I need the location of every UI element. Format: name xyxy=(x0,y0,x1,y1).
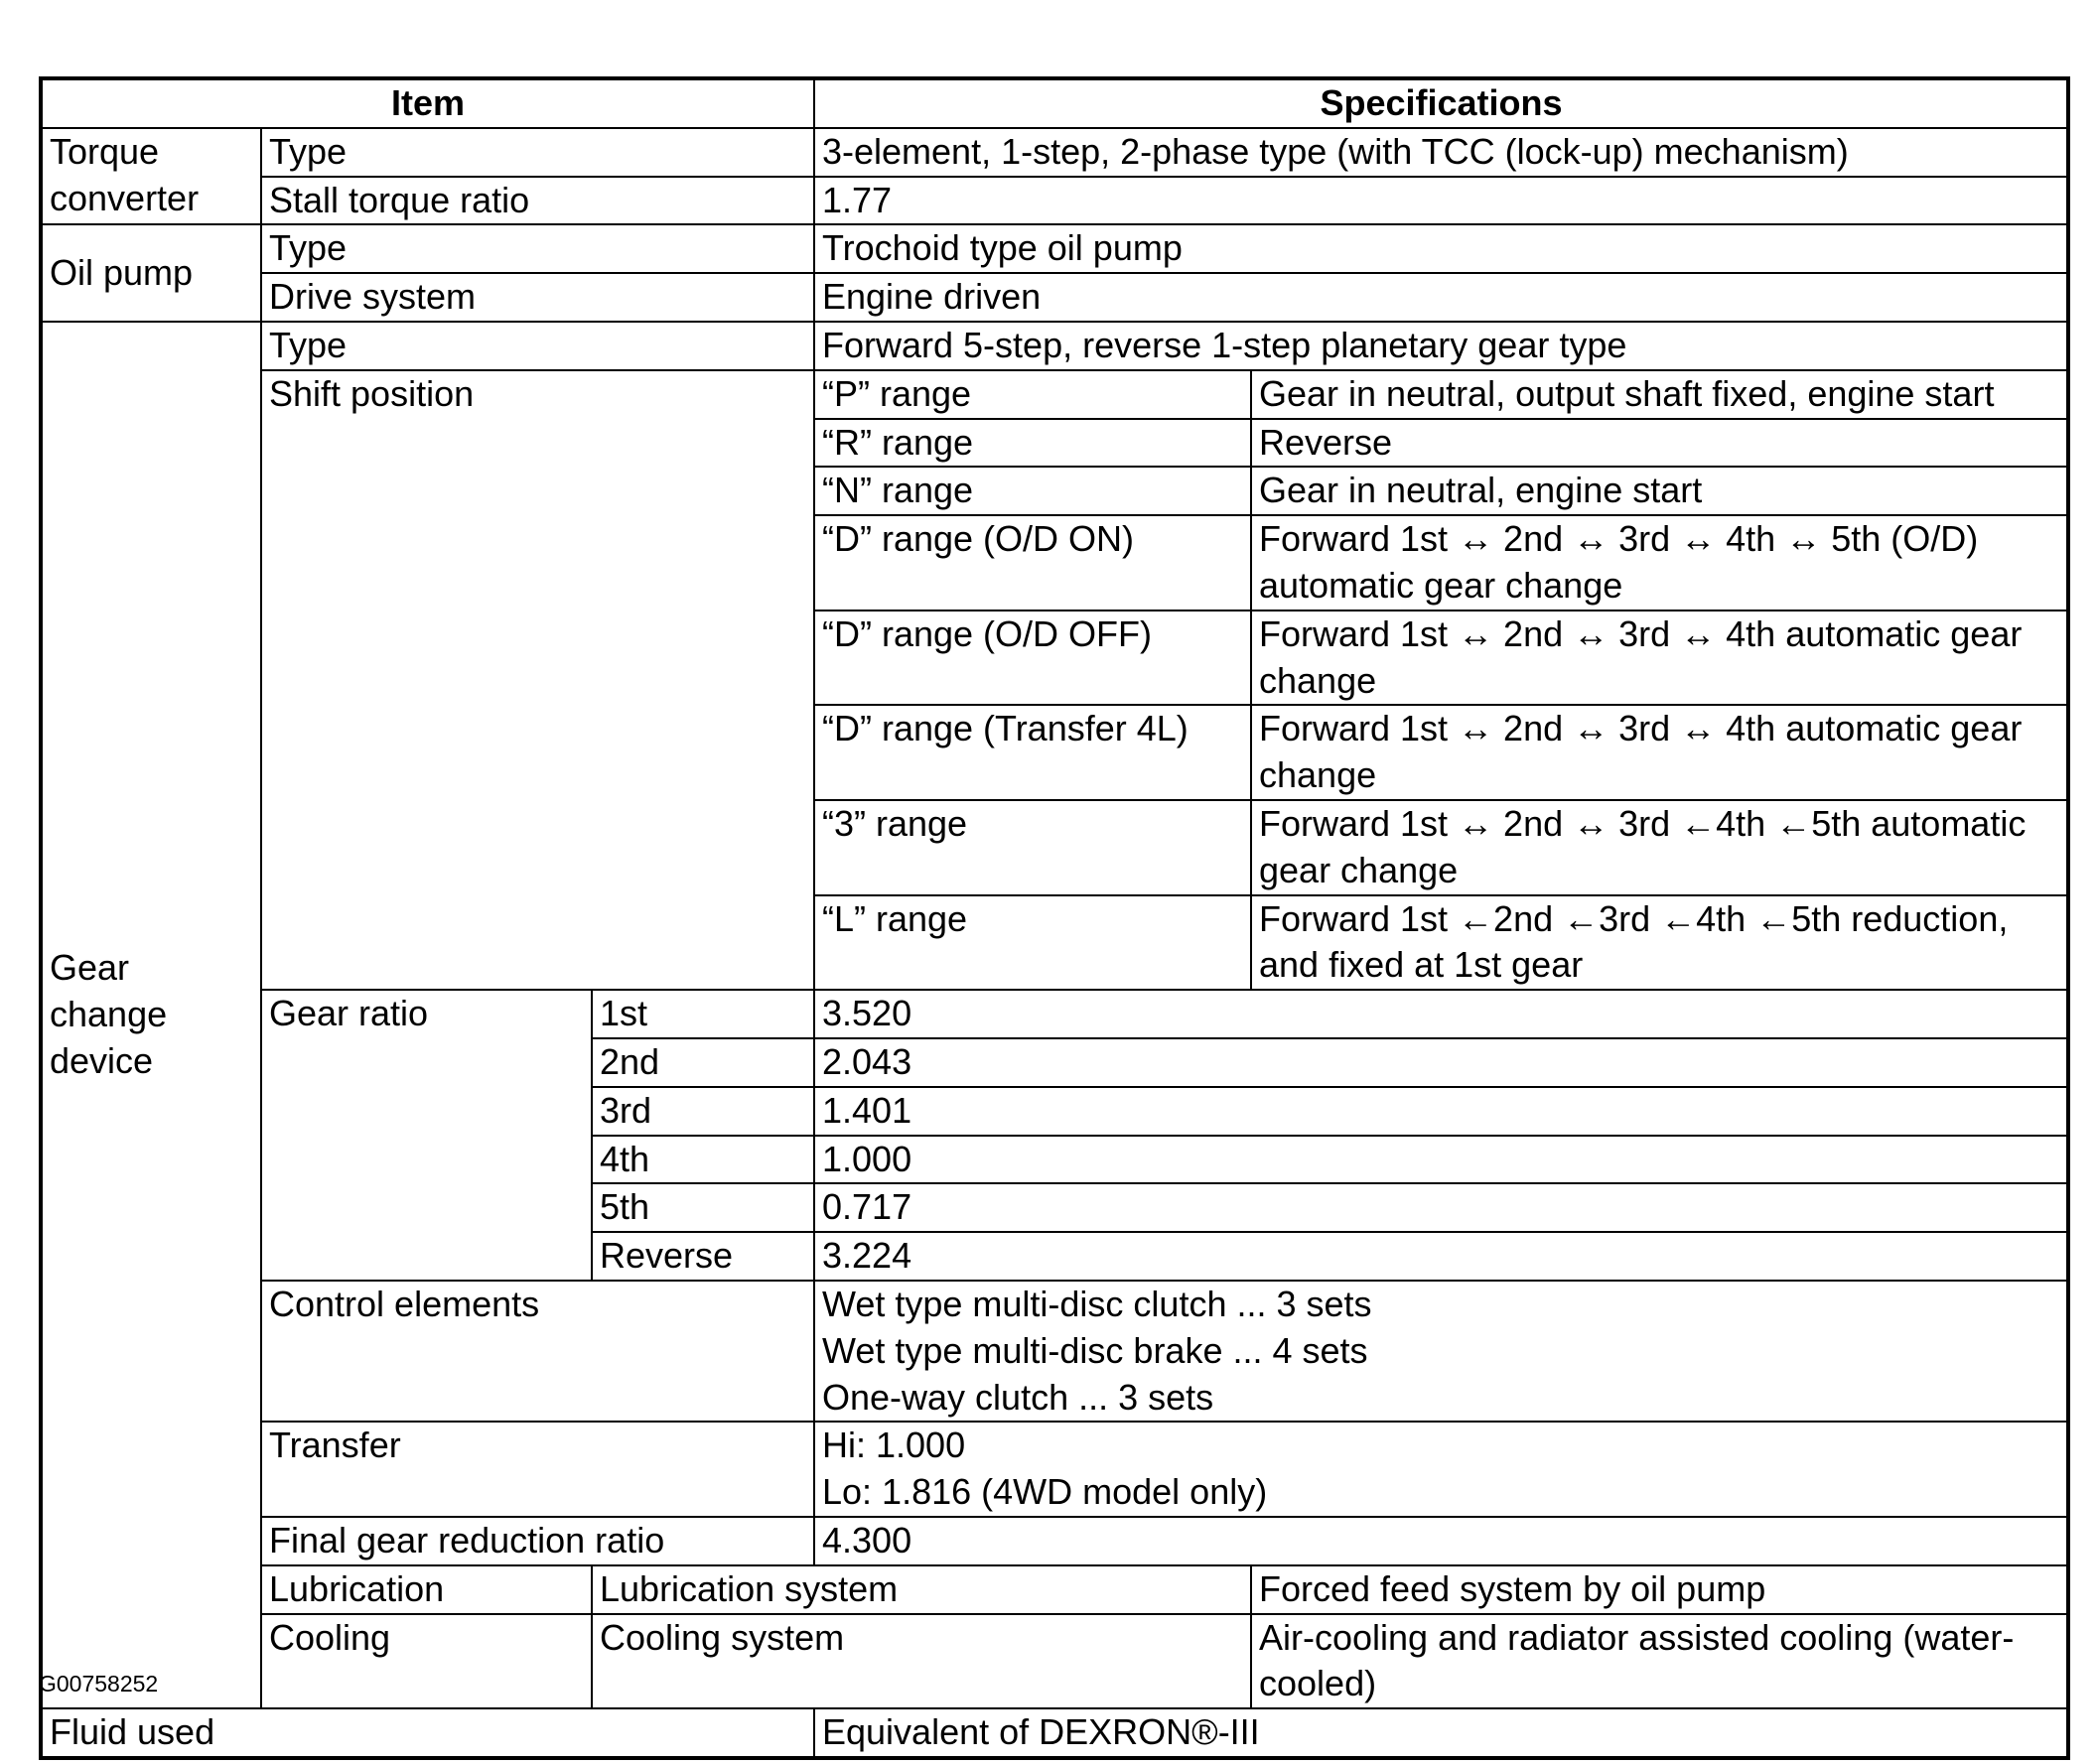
header-specifications: Specifications xyxy=(814,78,2068,128)
table-row xyxy=(41,128,2068,177)
group-torque-converter: Torque converter xyxy=(41,128,261,225)
document-code: G00758252 xyxy=(39,1671,159,1696)
item-label: Type xyxy=(261,128,814,177)
spec-value: 1.000 xyxy=(814,1136,2068,1184)
table-row xyxy=(41,1565,2068,1614)
item-label: Gear ratio xyxy=(261,990,592,1281)
gear-name: 5th xyxy=(592,1183,814,1232)
table-row xyxy=(41,273,2068,322)
spec-value: 0.717 xyxy=(814,1183,2068,1232)
item-label: Lubrication system xyxy=(592,1565,1251,1614)
spec-line: Lo: 1.816 (4WD model only) xyxy=(822,1471,1268,1513)
gear-name: 3rd xyxy=(592,1087,814,1136)
spec-line: Hi: 1.000 xyxy=(822,1425,966,1466)
item-label: Cooling system xyxy=(592,1614,1251,1709)
shift-range: “N” range xyxy=(814,467,1251,515)
spec-value: Air-cooling and radiator assisted cooling (water-cooled) xyxy=(1251,1614,2068,1709)
item-label: Fluid used xyxy=(41,1708,814,1758)
item-label: Drive system xyxy=(261,273,814,322)
shift-range: “P” range xyxy=(814,370,1251,419)
spec-value: Trochoid type oil pump xyxy=(814,224,2068,273)
spec-value: 3.224 xyxy=(814,1232,2068,1281)
shift-range: “R” range xyxy=(814,419,1251,468)
spec-value: Equivalent of DEXRON®-III xyxy=(814,1708,2068,1758)
spec-line: Wet type multi-disc clutch ... 3 sets xyxy=(822,1283,1372,1324)
table-row xyxy=(41,1517,2068,1565)
shift-description: Gear in neutral, engine start xyxy=(1251,467,2068,515)
group-gear-change-device: Gear change device xyxy=(41,322,261,1708)
item-label: Type xyxy=(261,224,814,273)
shift-range: “D” range (O/D OFF) xyxy=(814,611,1251,706)
header-row xyxy=(41,78,2068,128)
shift-description: Reverse xyxy=(1251,419,2068,468)
table-row xyxy=(41,1281,2068,1422)
item-label: Transfer xyxy=(261,1422,814,1517)
spec-line: Wet type multi-disc brake ... 4 sets xyxy=(822,1329,1368,1371)
shift-description: Forward 1st ↔ 2nd ↔ 3rd ↔ 4th automatic gear change xyxy=(1251,705,2068,800)
gear-name: 4th xyxy=(592,1136,814,1184)
group-cooling: Cooling xyxy=(261,1614,592,1709)
spec-line: One-way clutch ... 3 sets xyxy=(822,1376,1214,1418)
spec-value: Forced feed system by oil pump xyxy=(1251,1565,2068,1614)
item-label: Control elements xyxy=(261,1281,814,1422)
item-label: Final gear reduction ratio xyxy=(261,1517,814,1565)
spec-value: Engine driven xyxy=(814,273,2068,322)
group-oil-pump: Oil pump xyxy=(41,224,261,322)
table-row xyxy=(41,990,2068,1038)
spec-value xyxy=(814,1281,2068,1422)
gear-name: Reverse xyxy=(592,1232,814,1281)
table-row xyxy=(41,177,2068,225)
table-row xyxy=(41,224,2068,273)
table-row xyxy=(41,1422,2068,1517)
shift-range: “D” range (Transfer 4L) xyxy=(814,705,1251,800)
shift-range: “3” range xyxy=(814,800,1251,895)
item-label: Type xyxy=(261,322,814,370)
spec-value xyxy=(814,1422,2068,1517)
spec-value: Forward 5-step, reverse 1-step planetary gear type xyxy=(814,322,2068,370)
item-label: Stall torque ratio xyxy=(261,177,814,225)
table-row xyxy=(41,322,2068,370)
gear-name: 2nd xyxy=(592,1038,814,1087)
spec-value: 1.401 xyxy=(814,1087,2068,1136)
table-row xyxy=(41,1614,2068,1709)
group-lubrication: Lubrication xyxy=(261,1565,592,1614)
shift-description: Forward 1st ↔ 2nd ↔ 3rd ↔ 4th automatic gear change xyxy=(1251,611,2068,706)
shift-description: Forward 1st ↔ 2nd ↔ 3rd ↔ 4th ↔ 5th (O/D) automatic gear change xyxy=(1251,515,2068,611)
table-row xyxy=(41,1708,2068,1758)
table-row xyxy=(41,370,2068,419)
shift-range: “L” range xyxy=(814,895,1251,991)
item-label: Shift position xyxy=(261,370,814,990)
spec-value: 1.77 xyxy=(814,177,2068,225)
specifications-table xyxy=(39,76,2070,1760)
shift-description: Gear in neutral, output shaft fixed, engine start xyxy=(1251,370,2068,419)
spec-value: 2.043 xyxy=(814,1038,2068,1087)
gear-name: 1st xyxy=(592,990,814,1038)
spec-value: 4.300 xyxy=(814,1517,2068,1565)
header-item: Item xyxy=(41,78,814,128)
shift-description: Forward 1st ↔ 2nd ↔ 3rd ←4th ←5th automatic gear change xyxy=(1251,800,2068,895)
spec-value: 3.520 xyxy=(814,990,2068,1038)
shift-description: Forward 1st ←2nd ←3rd ←4th ←5th reduction, and fixed at 1st gear xyxy=(1251,895,2068,991)
shift-range: “D” range (O/D ON) xyxy=(814,515,1251,611)
spec-value: 3-element, 1-step, 2-phase type (with TCC (lock-up) mechanism) xyxy=(814,128,2068,177)
